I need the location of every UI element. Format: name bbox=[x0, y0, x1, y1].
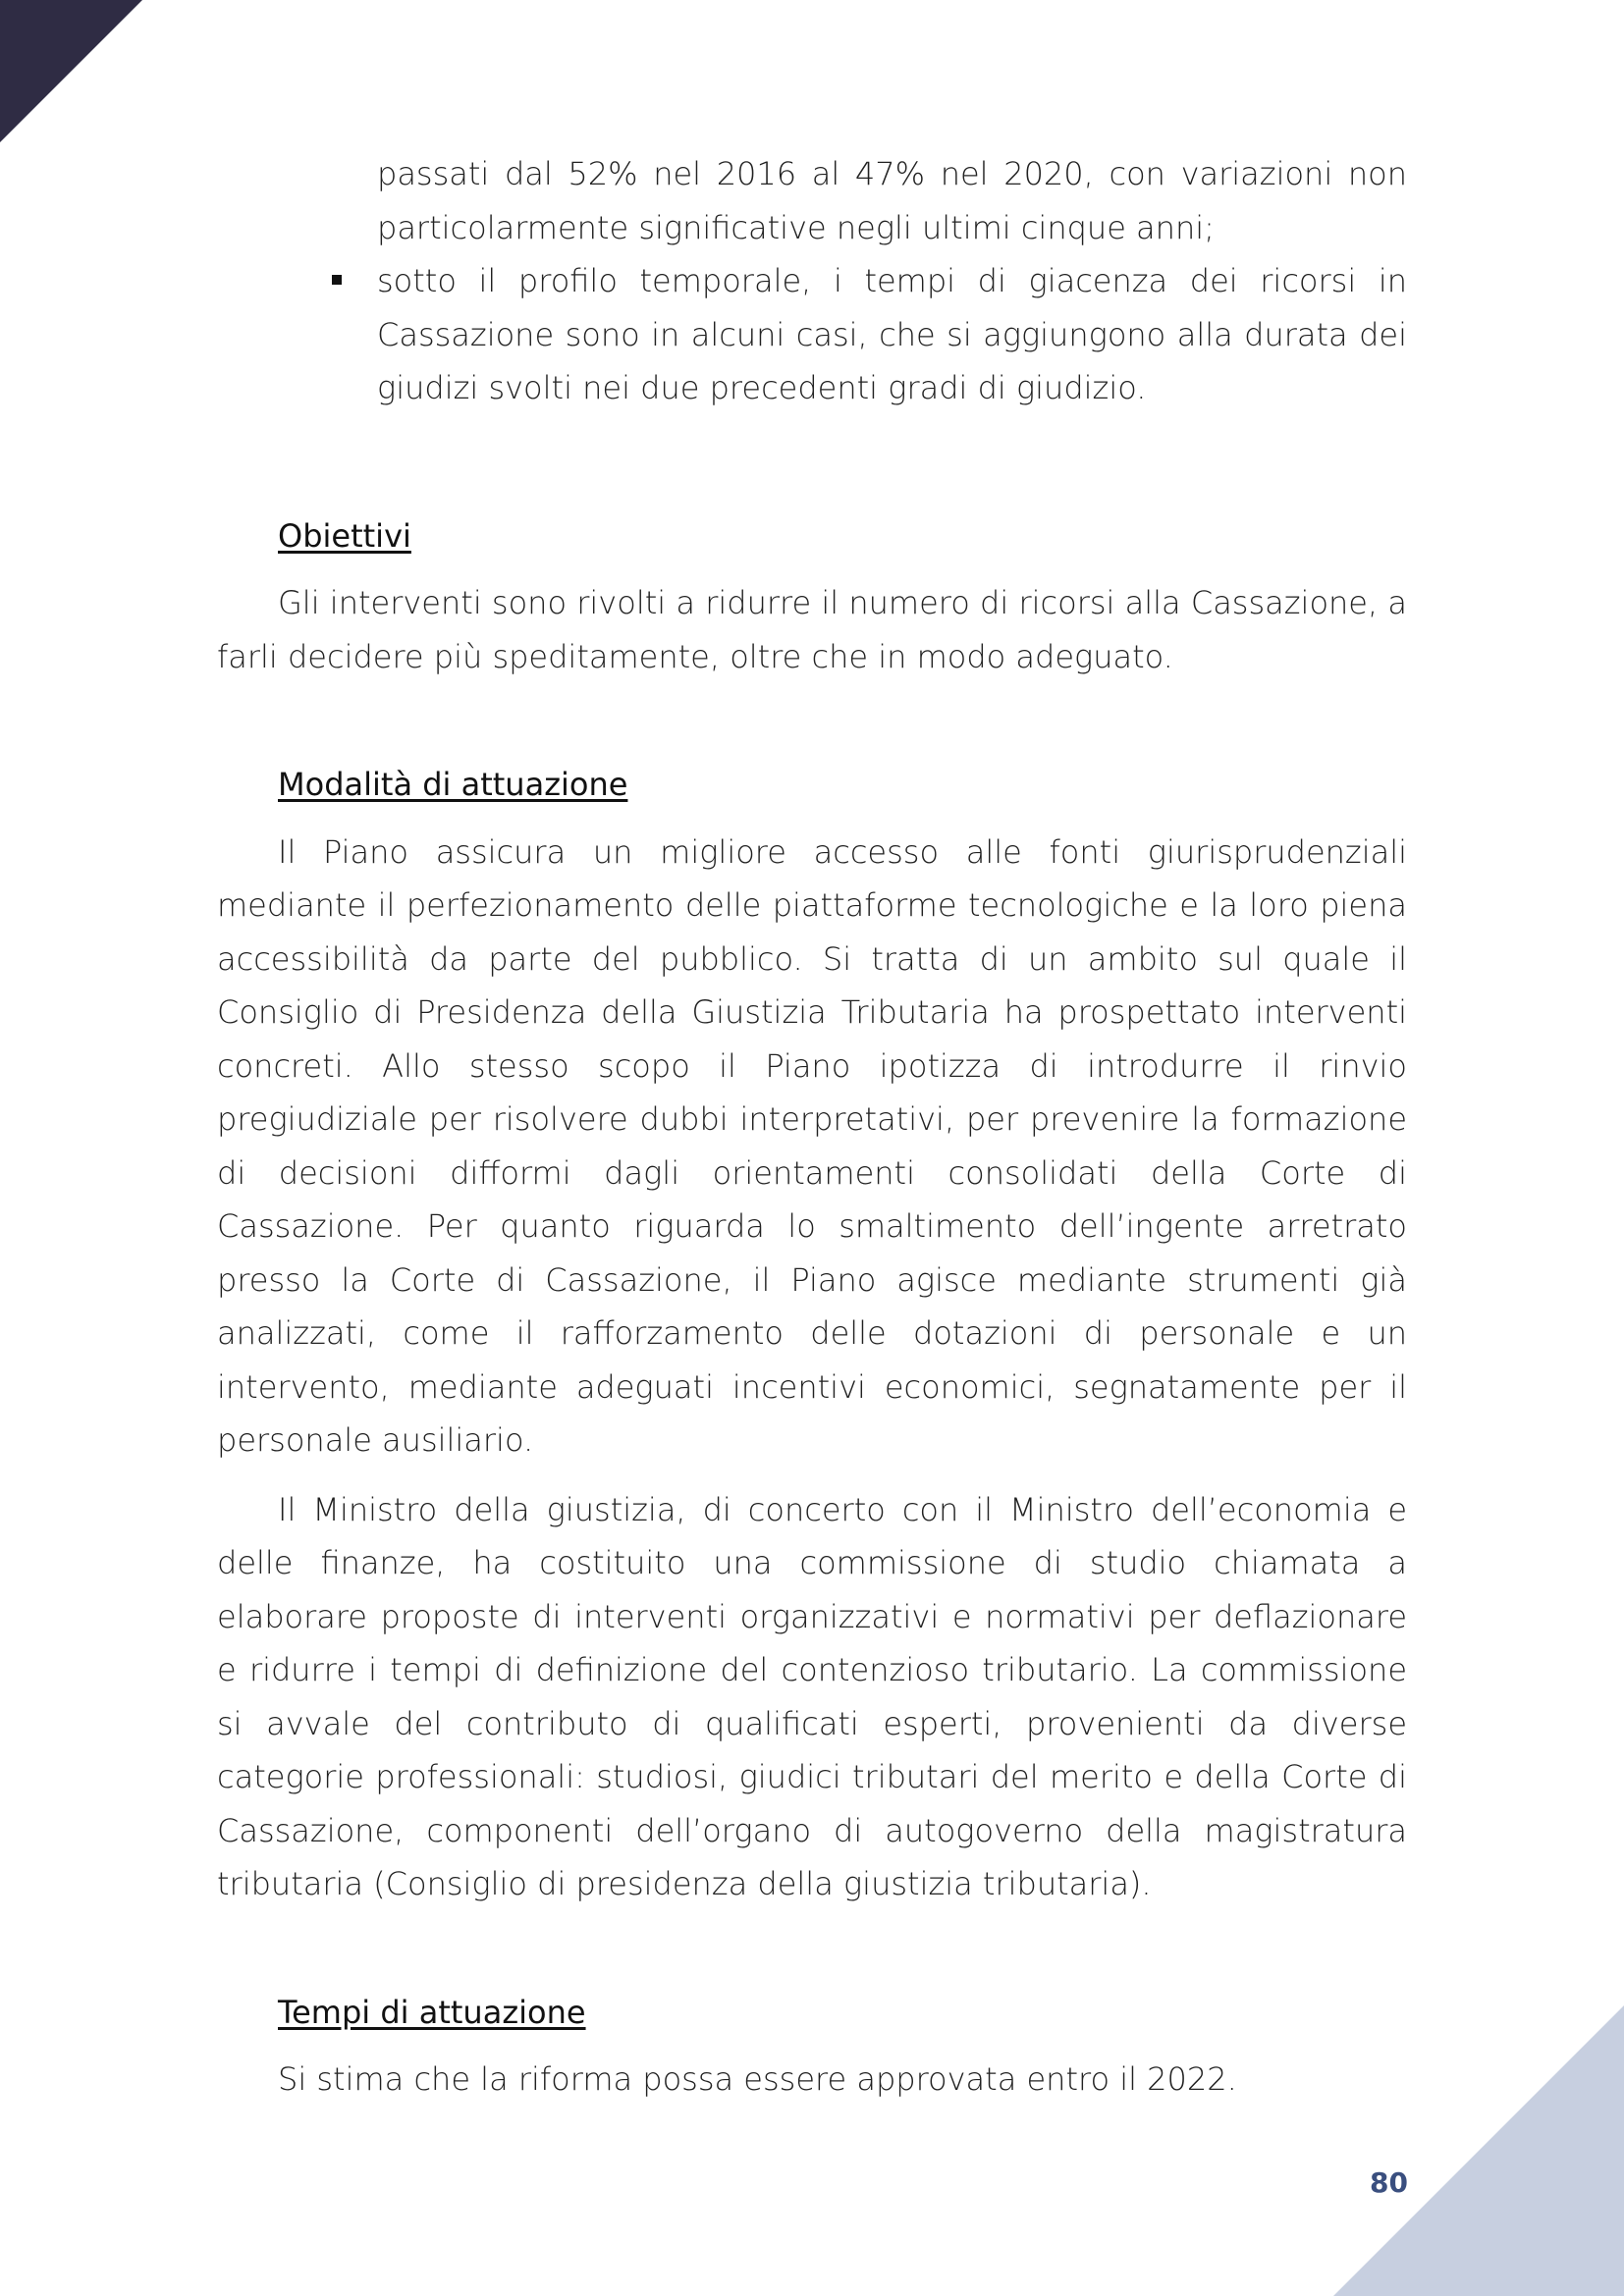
section-heading-tempi: Tempi di attuazione bbox=[278, 1993, 586, 2031]
document-body bbox=[217, 147, 1407, 2107]
paragraph: Si stima che la riforma possa essere approvata entro il 2022. bbox=[278, 2060, 1237, 2098]
corner-decoration-bottom-right bbox=[1333, 2005, 1624, 2296]
paragraph: Il Ministro della giustizia, di concerto con il Ministro dell’economia e delle finanze, ha costituito una commissione di studio chiamata a elaborare proposte di interventi organizzativi e normativi per deflazionare e ridurre i tempi di definizione del contenzioso tributario. La commissione si avvale del contributo di qualificati esperti, provenienti da diverse categorie professionali: studiosi, giudici tributari del merito e della Corte di Cassazione, componenti dell’organo di autogoverno della magistratura tributaria (Consiglio di presidenza della giustizia tributaria). bbox=[217, 1490, 1407, 1902]
square-bullet-icon bbox=[332, 275, 342, 285]
section-heading-modalita: Modalità di attuazione bbox=[278, 766, 628, 803]
page-number: 80 bbox=[1370, 2166, 1408, 2199]
paragraph: Gli interventi sono rivolti a ridurre il numero di ricorsi alla Cassazione, a farli decidere più speditamente, oltre che in modo adeguato. bbox=[217, 584, 1407, 675]
bullet-item bbox=[377, 254, 1407, 415]
bullet-item-text: sotto il profilo temporale, i tempi di giacenza dei ricorsi in Cassazione sono in alcuni casi, che si aggiungono alla durata dei giudizi svolti nei due precedenti gradi di giudizio. bbox=[377, 262, 1407, 406]
section-heading-obiettivi: Obiettivi bbox=[278, 516, 411, 555]
paragraph: Il Piano assicura un migliore accesso alle fonti giurisprudenziali mediante il perfezionamento delle piattaforme tecnologiche e la loro piena accessibilità da parte del pubblico. Si tratta di un ambito sul quale il Consiglio di Presidenza della Giustizia Tributaria ha prospettato interventi concreti. Allo stesso scopo il Piano ipotizza di introdurre il rinvio pregiudiziale per risolvere dubbi interpretativi, per prevenire la formazione di decisioni difformi dagli orientamenti consolidati della Corte di Cassazione. Per quanto riguarda lo smaltimento dell’ingente arretrato presso la Corte di Cassazione, il Piano agisce mediante strumenti già analizzati, come il rafforzamento delle dotazioni di personale e un intervento, mediante adeguati incentivi economici, segnatamente per il personale ausiliario. bbox=[217, 832, 1407, 1459]
bullet-continuation: passati dal 52% nel 2016 al 47% nel 2020, con variazioni non particolarmente significative negli ultimi cinque anni; bbox=[377, 155, 1407, 246]
corner-decoration-top-left bbox=[0, 0, 142, 142]
